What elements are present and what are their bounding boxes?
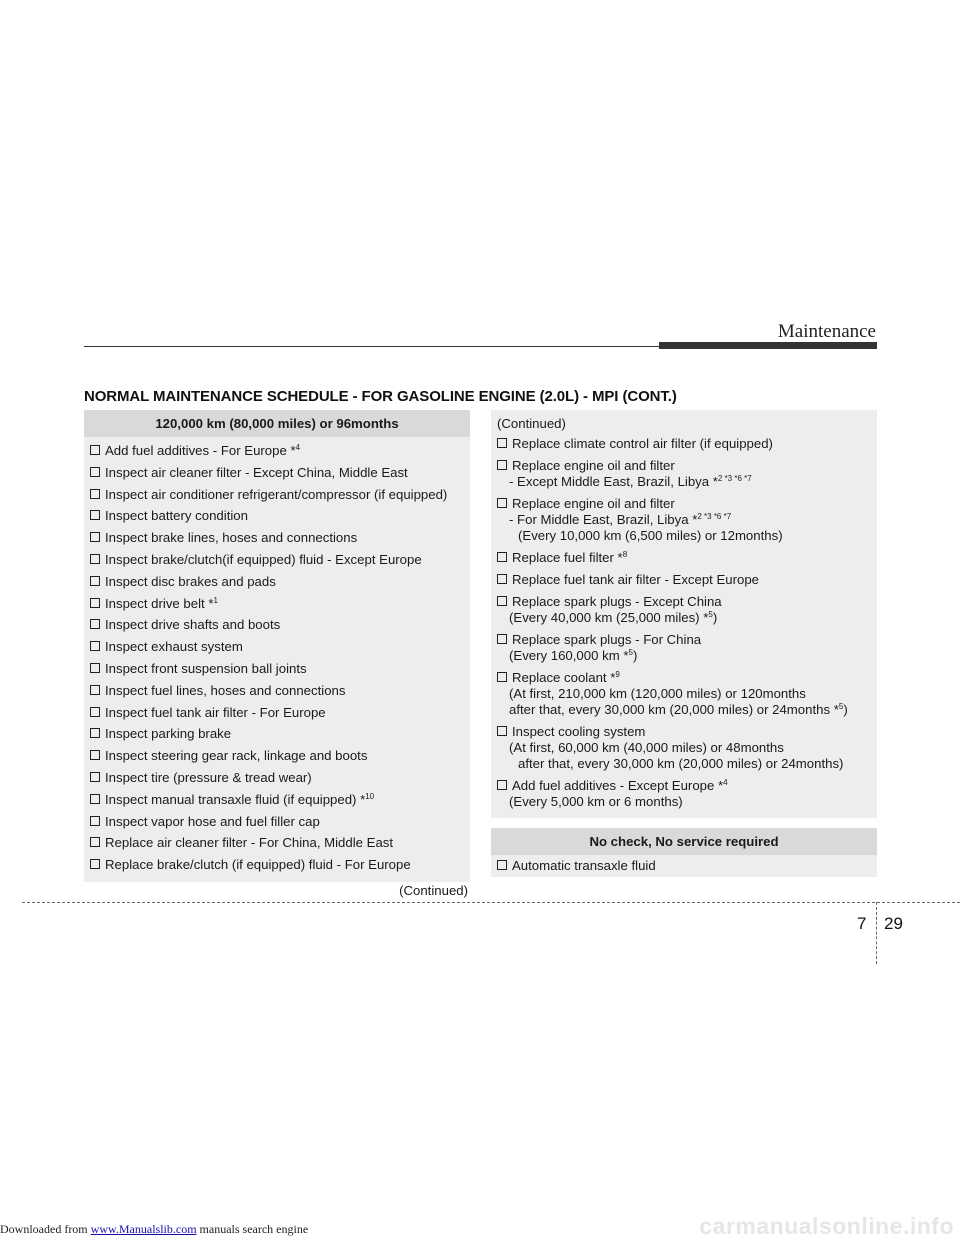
item-text: Inspect tire (pressure & tread wear): [105, 769, 312, 785]
item-text: Inspect front suspension ball joints: [105, 660, 307, 676]
checkbox-icon: [90, 598, 100, 608]
detail-text: - Except Middle East, Brazil, Libya *: [509, 474, 718, 489]
checkbox-icon: [497, 634, 507, 644]
checkbox-icon: [90, 837, 100, 847]
section-name: Maintenance: [777, 321, 876, 342]
list-item: [84, 658, 470, 680]
chapter-number: 7: [857, 914, 867, 933]
detail-text: after that, every 30,000 km (20,000 miles) or 24months): [518, 756, 844, 771]
item-text: Replace climate control air filter (if equipped): [512, 436, 773, 451]
item-text: Inspect drive shafts and boots: [105, 617, 281, 633]
detail-text: (Every 10,000 km (6,500 miles) or 12months): [518, 528, 783, 543]
item-line: [497, 436, 877, 452]
detail-tail: ): [632, 648, 638, 663]
list-item: [84, 527, 470, 549]
list-item: [84, 440, 470, 462]
item-line: [497, 594, 877, 610]
item-text: Inspect steering gear rack, linkage and boots: [105, 748, 368, 764]
footnote-ref: 4: [295, 443, 301, 452]
page-number-divider: [876, 902, 877, 964]
item-text: Add fuel additives - For Europe *: [105, 443, 296, 458]
list-item: [491, 778, 877, 810]
list-item: [84, 789, 470, 811]
item-line: [497, 670, 877, 686]
left-item-list: [84, 437, 470, 882]
checkbox-icon: [90, 510, 100, 520]
right-column: [491, 410, 877, 877]
detail-tail: ): [712, 610, 718, 625]
footnote-ref: 2 *3 *6 *7: [717, 474, 752, 483]
detail-text: - For Middle East, Brazil, Libya *: [509, 512, 698, 527]
continued-label: (Continued): [399, 882, 468, 898]
footer-prefix: Downloaded from: [0, 1222, 91, 1236]
checkbox-icon: [90, 445, 100, 455]
item-detail: [497, 702, 877, 718]
item-text: Inspect manual transaxle fluid (if equipped) *: [105, 791, 366, 807]
page-title: NORMAL MAINTENANCE SCHEDULE - FOR GASOLINE ENGINE (2.0L) - MPI (CONT.): [84, 388, 677, 405]
list-item: [84, 745, 470, 767]
checkbox-icon: [90, 663, 100, 673]
item-line: [497, 496, 877, 512]
detail-text: (At first, 210,000 km (120,000 miles) or 120months: [509, 686, 806, 701]
list-item: [84, 505, 470, 527]
footnote-ref: 10: [365, 791, 375, 801]
checkbox-icon: [90, 554, 100, 564]
checkbox-icon: [90, 728, 100, 738]
footnote-ref: 5: [708, 610, 713, 619]
footnote-ref: 4: [723, 778, 728, 787]
list-item: [491, 550, 877, 566]
list-item: [84, 702, 470, 724]
checkbox-icon: [90, 816, 100, 826]
manualslib-link[interactable]: www.Manualslib.com: [90, 1222, 197, 1236]
checkbox-icon: [497, 596, 507, 606]
list-item: [84, 767, 470, 789]
detail-text: after that, every 30,000 km (20,000 miles) or 24months *: [509, 702, 839, 717]
item-text: Inspect exhaust system: [105, 639, 243, 655]
list-item: [491, 724, 877, 772]
item-text: Inspect vapor hose and fuel filler cap: [105, 813, 320, 829]
item-text: Replace spark plugs - For China: [512, 632, 702, 647]
checkbox-icon: [90, 685, 100, 695]
no-service-heading: No check, No service required: [491, 828, 877, 855]
list-item: [491, 572, 877, 588]
interval-panel: [84, 410, 470, 882]
checkbox-icon: [497, 672, 507, 682]
item-detail: [497, 794, 877, 810]
list-item: [491, 458, 877, 490]
item-detail: [497, 528, 877, 544]
list-item: [491, 855, 877, 877]
checkbox-icon: [497, 780, 507, 790]
item-line: [497, 632, 877, 648]
checkbox-icon: [90, 707, 100, 717]
list-item: [84, 680, 470, 702]
item-text: Replace fuel tank air filter - Except Europe: [512, 572, 760, 587]
footnote-ref: 2 *3 *6 *7: [697, 512, 732, 521]
item-text: Replace air cleaner filter - For China, Middle East: [105, 835, 394, 851]
checkbox-icon: [90, 532, 100, 542]
item-line: [497, 550, 877, 566]
item-text: Replace brake/clutch (if equipped) fluid - For Europe: [105, 857, 411, 873]
list-item: [84, 484, 470, 506]
list-item: [84, 614, 470, 636]
item-text: Inspect air conditioner refrigerant/compressor (if equipped): [105, 486, 448, 502]
item-line: [497, 572, 877, 588]
footer-suffix: manuals search engine: [196, 1222, 309, 1236]
item-text: Add fuel additives - Except Europe *: [512, 778, 724, 793]
footnote-ref: 1: [213, 595, 218, 605]
checkbox-icon: [90, 641, 100, 651]
list-item: [84, 723, 470, 745]
item-text: Inspect brake lines, hoses and connections: [105, 530, 358, 546]
header-rule-thick: [659, 342, 877, 349]
footnote-ref: 8: [622, 550, 628, 559]
detail-text: (At first, 60,000 km (40,000 miles) or 48months: [509, 740, 784, 755]
left-column: [84, 410, 470, 900]
item-detail: [497, 648, 877, 664]
list-item: [84, 832, 470, 854]
checkbox-icon: [497, 498, 507, 508]
item-line: [497, 778, 877, 794]
list-item: [491, 496, 877, 544]
item-detail: [497, 610, 877, 626]
checkbox-icon: [90, 794, 100, 804]
list-item: [84, 549, 470, 571]
no-service-panel: [491, 828, 877, 877]
header-rule-thin: [84, 346, 660, 347]
interval-heading: 120,000 km (80,000 miles) or 96months: [84, 410, 470, 437]
item-line: [497, 724, 877, 740]
list-item: [491, 632, 877, 664]
checkbox-icon: [497, 860, 507, 870]
item-text: Inspect fuel lines, hoses and connections: [105, 682, 346, 698]
checkbox-icon: [90, 576, 100, 586]
item-text: Inspect disc brakes and pads: [105, 573, 276, 589]
checkbox-icon: [90, 772, 100, 782]
item-text: Inspect parking brake: [105, 726, 232, 742]
list-item: [84, 593, 470, 615]
checkbox-icon: [90, 619, 100, 629]
item-text: Automatic transaxle fluid: [512, 858, 656, 873]
item-text: Replace spark plugs - Except China: [512, 594, 722, 609]
item-text: Replace engine oil and filter: [512, 496, 675, 511]
item-text: Replace engine oil and filter: [512, 458, 675, 473]
item-detail: [497, 740, 877, 756]
item-text: Replace coolant *: [512, 670, 616, 685]
item-text: Inspect drive belt *: [105, 595, 214, 611]
footnote-ref: 5: [628, 648, 633, 657]
item-detail: [497, 512, 877, 528]
footnote-ref: 9: [615, 670, 620, 679]
right-item-list: [491, 436, 877, 810]
list-item: [491, 436, 877, 452]
item-text: Replace fuel filter *: [512, 550, 623, 565]
list-item: [84, 462, 470, 484]
item-text: Inspect fuel tank air filter - For Europe: [105, 704, 326, 720]
item-text: Inspect cooling system: [512, 724, 646, 739]
checkbox-icon: [497, 574, 507, 584]
detail-tail: ): [843, 702, 848, 717]
download-footer: [0, 1222, 308, 1237]
list-item: [491, 670, 877, 718]
checkbox-icon: [497, 726, 507, 736]
list-item: [84, 854, 470, 876]
list-item: [84, 811, 470, 833]
checkbox-icon: [90, 489, 100, 499]
checkbox-icon: [497, 438, 507, 448]
watermark: carmanualsonline.info: [699, 1213, 954, 1239]
no-service-list: [491, 855, 877, 877]
checkbox-icon: [497, 552, 507, 562]
item-detail: [497, 686, 877, 702]
page-divider: [22, 902, 960, 903]
item-text: Inspect air cleaner filter - Except China, Middle East: [105, 464, 408, 480]
item-text: Inspect battery condition: [105, 508, 248, 524]
detail-text: (Every 5,000 km or 6 months): [509, 794, 683, 809]
checkbox-icon: [497, 460, 507, 470]
list-item: [491, 594, 877, 626]
list-item: [84, 571, 470, 593]
continued-heading: (Continued): [497, 416, 566, 431]
item-detail: [497, 474, 877, 490]
list-item: [84, 636, 470, 658]
checkbox-icon: [90, 467, 100, 477]
item-detail: [497, 756, 877, 772]
checkbox-icon: [90, 859, 100, 869]
item-text: Inspect brake/clutch(if equipped) fluid - Except Europe: [105, 551, 422, 567]
checkbox-icon: [90, 750, 100, 760]
detail-text: (Every 160,000 km *: [509, 648, 629, 663]
footnote-ref: 5: [838, 702, 844, 711]
detail-text: (Every 40,000 km (25,000 miles) *: [509, 610, 709, 625]
page-number: 29: [884, 914, 903, 933]
continued-panel: [491, 410, 877, 818]
item-line: [497, 458, 877, 474]
